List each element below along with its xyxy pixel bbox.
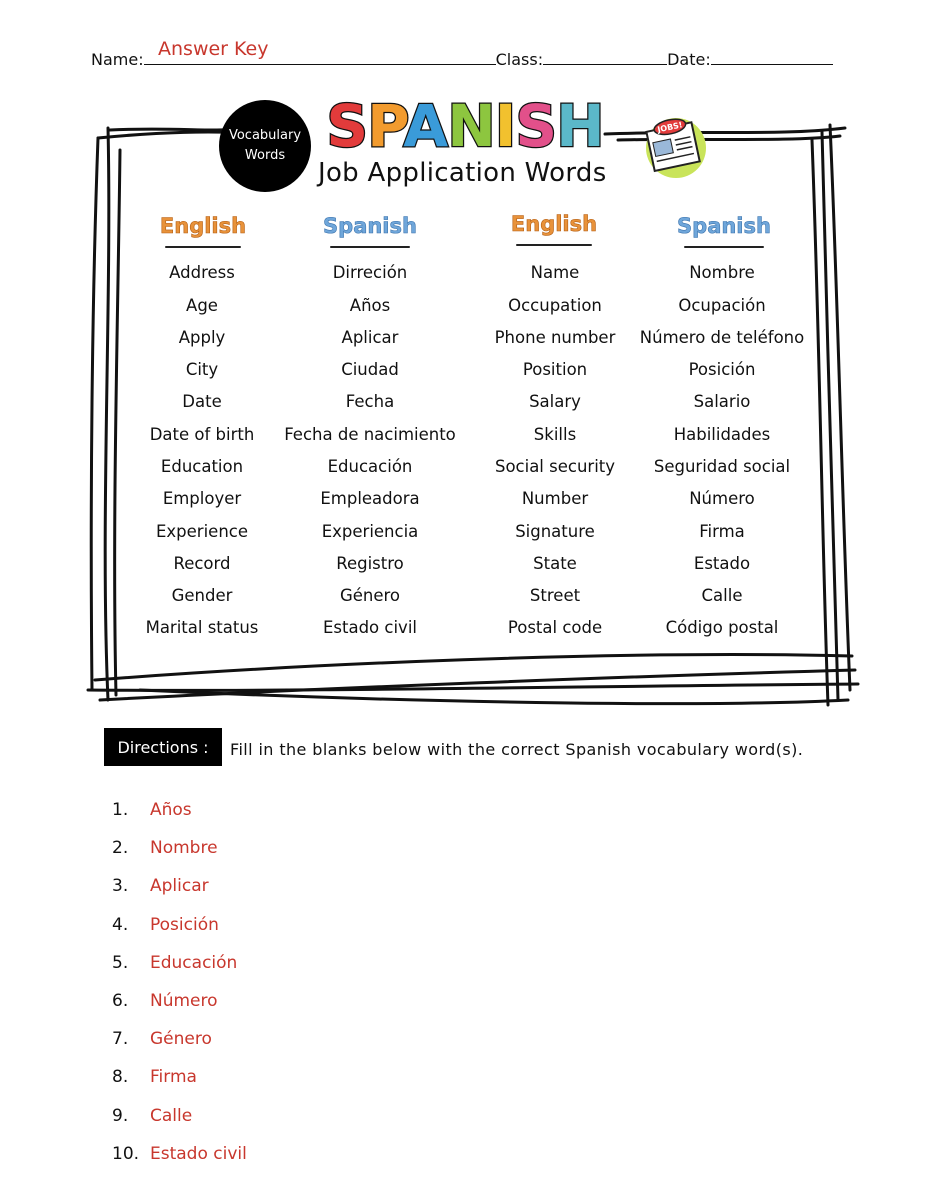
answer-number: 4. — [112, 914, 129, 935]
column-header-spanish-2: Spanish — [677, 214, 771, 238]
vocab-english-cell: Record — [173, 554, 231, 573]
vocab-english-cell: State — [533, 554, 577, 573]
vocab-spanish-cell: Ciudad — [341, 360, 399, 379]
vocab-spanish-cell: Seguridad social — [653, 457, 791, 476]
name-value: Answer Key — [158, 38, 269, 60]
vocab-spanish-cell: Educación — [327, 457, 413, 476]
newspaper-jobs-icon — [640, 110, 712, 182]
vocab-spanish-cell: Dirreción — [332, 263, 408, 282]
vocab-spanish-cell: Género — [339, 586, 401, 605]
vocab-spanish-cell: Posición — [688, 360, 756, 379]
column-header-english-1: English — [159, 214, 247, 238]
vocab-spanish-cell: Fecha — [345, 392, 395, 411]
answer-number: 6. — [112, 991, 129, 1011]
column-underline — [330, 246, 410, 248]
vocab-english-cell: Apply — [178, 328, 226, 347]
vocab-english-cell: Marital status — [145, 618, 259, 637]
vocab-english-cell: Street — [529, 586, 581, 605]
answer-value[interactable]: Educación — [150, 952, 238, 973]
vocab-spanish-cell: Estado — [693, 554, 751, 573]
vocab-english-cell: City — [185, 360, 219, 379]
title-letter: H — [556, 92, 604, 160]
vocab-spanish-cell: Habilidades — [673, 425, 771, 444]
vocab-spanish-cell: Salario — [693, 392, 751, 411]
title-letter: S — [326, 92, 368, 160]
page-subtitle: Job Application Words — [318, 158, 607, 188]
vocab-english-cell: Experience — [155, 522, 248, 541]
name-label: Name: — [91, 50, 144, 69]
vocab-english-cell: Signature — [515, 522, 595, 541]
column-header-english-2: English — [510, 212, 598, 236]
badge-line1: Vocabulary — [228, 128, 302, 143]
column-underline — [684, 246, 764, 248]
vocab-spanish-cell: Estado civil — [322, 618, 417, 637]
title-letter: N — [447, 92, 495, 160]
answer-value[interactable]: Nombre — [150, 838, 218, 859]
column-underline — [165, 246, 241, 248]
vocab-spanish-cell: Ocupación — [678, 296, 766, 315]
vocab-english-cell: Postal code — [507, 618, 603, 637]
vocab-spanish-cell: Años — [349, 296, 391, 315]
answer-value[interactable]: Calle — [150, 1105, 193, 1126]
vocab-english-cell: Number — [521, 489, 589, 508]
answer-value[interactable]: Número — [150, 991, 218, 1011]
vocab-spanish-cell: Experiencia — [321, 522, 419, 541]
vocab-spanish-cell: Número — [689, 489, 755, 508]
answer-number: 8. — [112, 1067, 129, 1088]
vocab-english-cell: Employer — [162, 489, 242, 508]
column-underline — [516, 244, 592, 246]
answer-number: 1. — [112, 800, 129, 820]
answer-number: 5. — [112, 952, 129, 973]
answer-value[interactable]: Aplicar — [150, 876, 209, 897]
answer-number: 3. — [112, 876, 129, 897]
vocab-spanish-cell: Código postal — [665, 618, 779, 637]
class-label: Class: — [495, 50, 544, 69]
vocab-english-cell: Education — [160, 457, 244, 476]
title-letter: A — [403, 92, 448, 160]
vocab-english-cell: Occupation — [508, 296, 602, 315]
vocab-spanish-cell: Número de teléfono — [639, 328, 805, 347]
column-header-spanish-1: Spanish — [323, 214, 417, 238]
vocab-spanish-cell: Nombre — [689, 263, 755, 282]
directions-text: Fill in the blanks below with the correct Spanish vocabulary word(s). — [230, 740, 804, 759]
vocab-english-cell: Gender — [171, 586, 233, 605]
page-title — [320, 90, 610, 160]
directions-label: Directions : — [104, 728, 222, 766]
vocab-spanish-cell: Fecha de nacimiento — [284, 425, 456, 444]
answer-value[interactable]: Posición — [150, 914, 219, 935]
vocab-english-cell: Date of birth — [149, 425, 255, 444]
answer-value[interactable]: Género — [150, 1029, 212, 1050]
title-letter: P — [367, 92, 404, 160]
title-letter: I — [494, 92, 516, 160]
answer-number: 2. — [112, 838, 129, 859]
vocab-english-cell: Age — [186, 296, 218, 315]
vocab-spanish-cell: Calle — [701, 586, 743, 605]
vocab-spanish-cell: Registro — [336, 554, 404, 573]
vocab-english-cell: Date — [182, 392, 222, 411]
vocab-spanish-cell: Firma — [699, 522, 745, 541]
answer-value[interactable]: Firma — [150, 1067, 197, 1088]
vocab-english-cell: Position — [522, 360, 588, 379]
answer-number: 9. — [112, 1105, 129, 1126]
svg-text:JOBS!: JOBS! — [656, 120, 684, 135]
title-letter: S — [515, 92, 557, 160]
vocab-english-cell: Social security — [494, 457, 616, 476]
date-label: Date: — [667, 50, 711, 69]
vocabulary-words-badge — [219, 100, 311, 192]
answer-value[interactable]: Años — [150, 800, 192, 820]
answer-value[interactable]: Estado civil — [150, 1143, 247, 1164]
vocab-spanish-cell: Empleadora — [320, 489, 420, 508]
title-text — [326, 92, 603, 160]
vocab-english-cell: Name — [530, 263, 580, 282]
vocab-english-cell: Phone number — [494, 328, 616, 347]
badge-line2: Words — [244, 148, 286, 163]
vocab-english-cell: Skills — [533, 425, 577, 444]
vocab-spanish-cell: Aplicar — [341, 328, 399, 347]
answer-number: 7. — [112, 1029, 129, 1050]
vocab-english-cell: Address — [169, 263, 235, 282]
vocab-english-cell: Salary — [529, 392, 581, 411]
answer-number: 10. — [112, 1143, 140, 1164]
